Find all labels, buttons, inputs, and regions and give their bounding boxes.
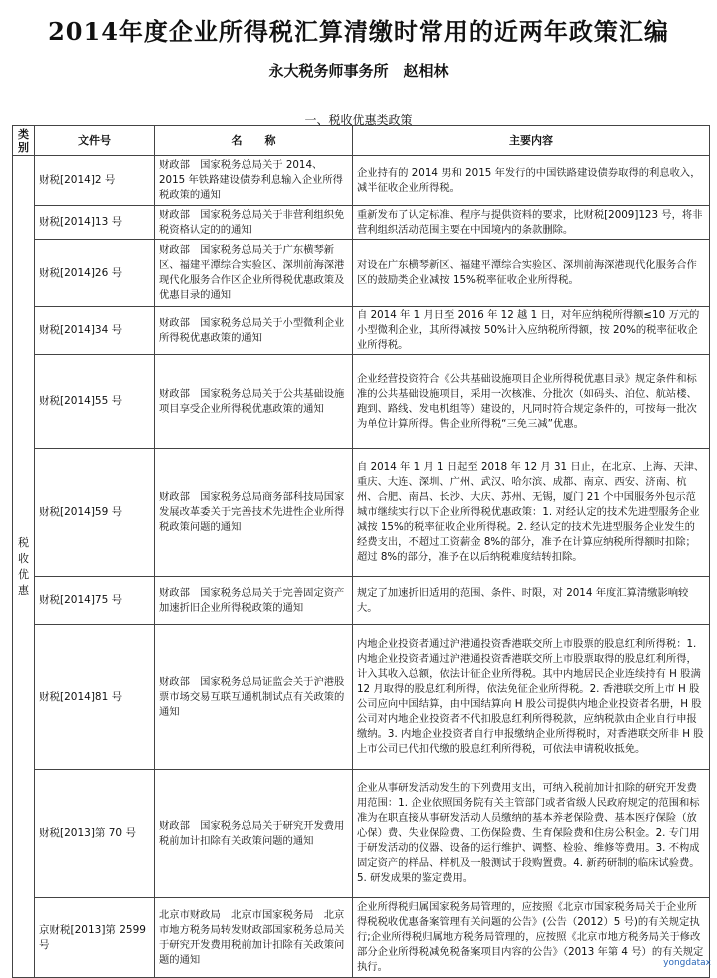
watermark-text: yongdatax: [663, 958, 711, 968]
author-line: 永大税务师事务所 赵相林: [268, 62, 449, 80]
doc-number: 京财税[2013]第 2599 号: [35, 898, 155, 978]
table-header-row: [13, 126, 710, 156]
category-cell: [13, 156, 35, 978]
table-row: [13, 625, 710, 770]
policy-name: 财政部 国家税务总局关于公共基础设施项目享受企业所得税优惠政策的通知: [155, 355, 353, 449]
doc-number: 财税[2014]55 号: [35, 355, 155, 449]
policy-content: 自 2014 年 1 月 1 日起至 2018 年 12 月 31 日止，在北京、上海、天津、重庆、大连、深圳、广州、武汉、哈尔滨、成都、南京、西安、济南、杭州、合肥、南昌、长沙、大庆、苏州、无锡，厦门 21 个中国服务外包示范城市继续实行以下企业所得税优惠政策：1. 对经认定的技术先进型服务企业减按 15%的税率征收企业所得税。2. 经认定的技术先进型服务企业发生的经费支出，不超过工资薪金 8%的部分，准予在计算应纳税所得额时扣除；超过 8%的部分，准予在以后纳税难度结转扣除。: [353, 449, 710, 577]
policy-content: 企业经营投资符合《公共基础设施项目企业所得税优惠目录》规定条件和标准的公共基础设施项目，采用一次核准、分批次（如码头、泊位、航站楼、跑到、路线、发电机组等）建设的，凡同时符合规定条件的，可按每一批次为单位计算所得。售企业所得税“三免三减”优惠。: [353, 355, 710, 449]
doc-number: 财税[2014]81 号: [35, 625, 155, 770]
policy-content: 自 2014 年 1 月日至 2016 年 12 越 1 日，对年应纳税所得额≤10 万元的小型微利企业，其所得减按 50%计入应纳税所得额，按 20%的税率征收企业所得税。: [353, 307, 710, 355]
header-category: 类别: [13, 126, 35, 156]
policy-name: 财政部 国家税务总局关于广东横琴新区、福建平潭综合实验区、深圳前海深港现代化服务合作区企业所得税优惠政策及优惠目录的通知: [155, 240, 353, 307]
doc-number: 财税[2014]34 号: [35, 307, 155, 355]
doc-number: 财税[2013]第 70 号: [35, 770, 155, 898]
policy-content: 对设在广东横琴新区、福建平潭综合实验区、深圳前海深港现代化服务合作区的鼓励类企业减按 15%税率征收企业所得税。: [353, 240, 710, 307]
table-row: [13, 156, 710, 206]
policy-name: 北京市财政局 北京市国家税务局 北京市地方税务局转发财政部国家税务总局关于研究开发费用税前加计扣除有关政策问题的通知: [155, 898, 353, 978]
table-row: [13, 898, 710, 978]
table-row: [13, 577, 710, 625]
policy-content: 重新发布了认定标准、程序与提供资料的要求，比财税[2009]123 号，将非营利组织活动范围主要在中国境内的条款删除。: [353, 206, 710, 240]
doc-number: 财税[2014]13 号: [35, 206, 155, 240]
policy-content: 企业所得税归属国家税务局管理的，应按照《北京市国家税务局关于企业所得税税收优惠备案管理有关问题的公告》(公告（2012）5 号)的有关规定执行;企业所得税归属地方税务局管理的，应按照《北京市地方税务局关于修改部分企业所得税减免税备案项目内容的公告》（2013 年第 4 号）的有关规定执行。: [353, 898, 710, 978]
section-heading: 一、税收优惠类政策: [304, 113, 413, 127]
policy-name: 财政部 国家税务总局关于研究开发费用税前加计扣除有关政策问题的通知: [155, 770, 353, 898]
doc-number: 财税[2014]2 号: [35, 156, 155, 206]
header-content: 主要内容: [353, 126, 710, 156]
policy-name: 财政部 国家税务总局商务部科技局国家发展改革委关于完善技术先进性企业所得税政策问题的通知: [155, 449, 353, 577]
policy-name: 财政部 国家税务总局关于非营利组织免税资格认定的的通知: [155, 206, 353, 240]
doc-number: 财税[2014]26 号: [35, 240, 155, 307]
doc-number: 财税[2014]75 号: [35, 577, 155, 625]
table-row: [13, 449, 710, 577]
table-row: [13, 240, 710, 307]
policy-content: 规定了加速折旧适用的范围、条件、时限，对 2014 年度汇算清缴影响较大。: [353, 577, 710, 625]
table-row: [13, 206, 710, 240]
table-row: [13, 770, 710, 898]
header-name: 名 称: [155, 126, 353, 156]
policy-content: 企业从事研发活动发生的下列费用支出，可纳入税前加计扣除的研究开发费用范围：1. 企业依照国务院有关主管部门或者省级人民政府规定的范围和标准为在职直接从事研发活动人员缴纳的基本养老保险费、基本医疗保险（放心保）费、失业保险费、工伤保险费、生育保险费和住房公积金。2. 专门用于研发活动的仪器、设备的运行维护、调整、检验、维修等费用。3. 不构成固定资产的样品、样机及一般测试于段购置费。4. 新药研制的临床试验费。5. 研发成果的鉴定费用。: [353, 770, 710, 898]
doc-number: 财税[2014]59 号: [35, 449, 155, 577]
table-row: [13, 307, 710, 355]
policy-table: [12, 125, 710, 978]
policy-content: 内地企业投资者通过沪港通投资香港联交所上市股票的股息红利所得税：1. 内地企业投资者通过沪港通投资香港联交所上市股票取得的股息红利所得，计入其收入总额，依法计征企业所得税。其中内地居民企业连续持有 H 股满 12 月取得的股息红利所得，依法免征企业所得税。2. 香港联交所上市 H 股公司应向中国结算，由中国结算向 H 股公司提供内地企业投资者名册，H 股公司对内地企业投资者不代扣股息红利所得税款，应纳税款由企业自行申报缴纳。3. 内地企业投资者自行申报缴纳企业所得税时，对香港联交所非 H 股上市公司已代扣代缴的股息红利所得税，可依法申请税收抵免。: [353, 625, 710, 770]
policy-content: 企业持有的 2014 男和 2015 年发行的中国铁路建设债券取得的利息收入，减半征收企业所得税。: [353, 156, 710, 206]
header-doc-no: 文件号: [35, 126, 155, 156]
page-title: 2014年度企业所得税汇算清缴时常用的近两年政策汇编: [48, 17, 669, 46]
policy-name: 财政部 国家税务总局关于小型微利企业所得税优惠政策的通知: [155, 307, 353, 355]
policy-name: 财政部 国家税务总局关于 2014、2015 年铁路建设债券利息输入企业所得税政策的通知: [155, 156, 353, 206]
policy-name: 财政部 国家税务总局证监会关于沪港股票市场交易互联互通机制试点有关政策的通知: [155, 625, 353, 770]
category-label: 税 收 优 惠: [18, 535, 29, 597]
table-row: [13, 355, 710, 449]
policy-name: 财政部 国家税务总局关于完善固定资产加速折旧企业所得税政策的通知: [155, 577, 353, 625]
